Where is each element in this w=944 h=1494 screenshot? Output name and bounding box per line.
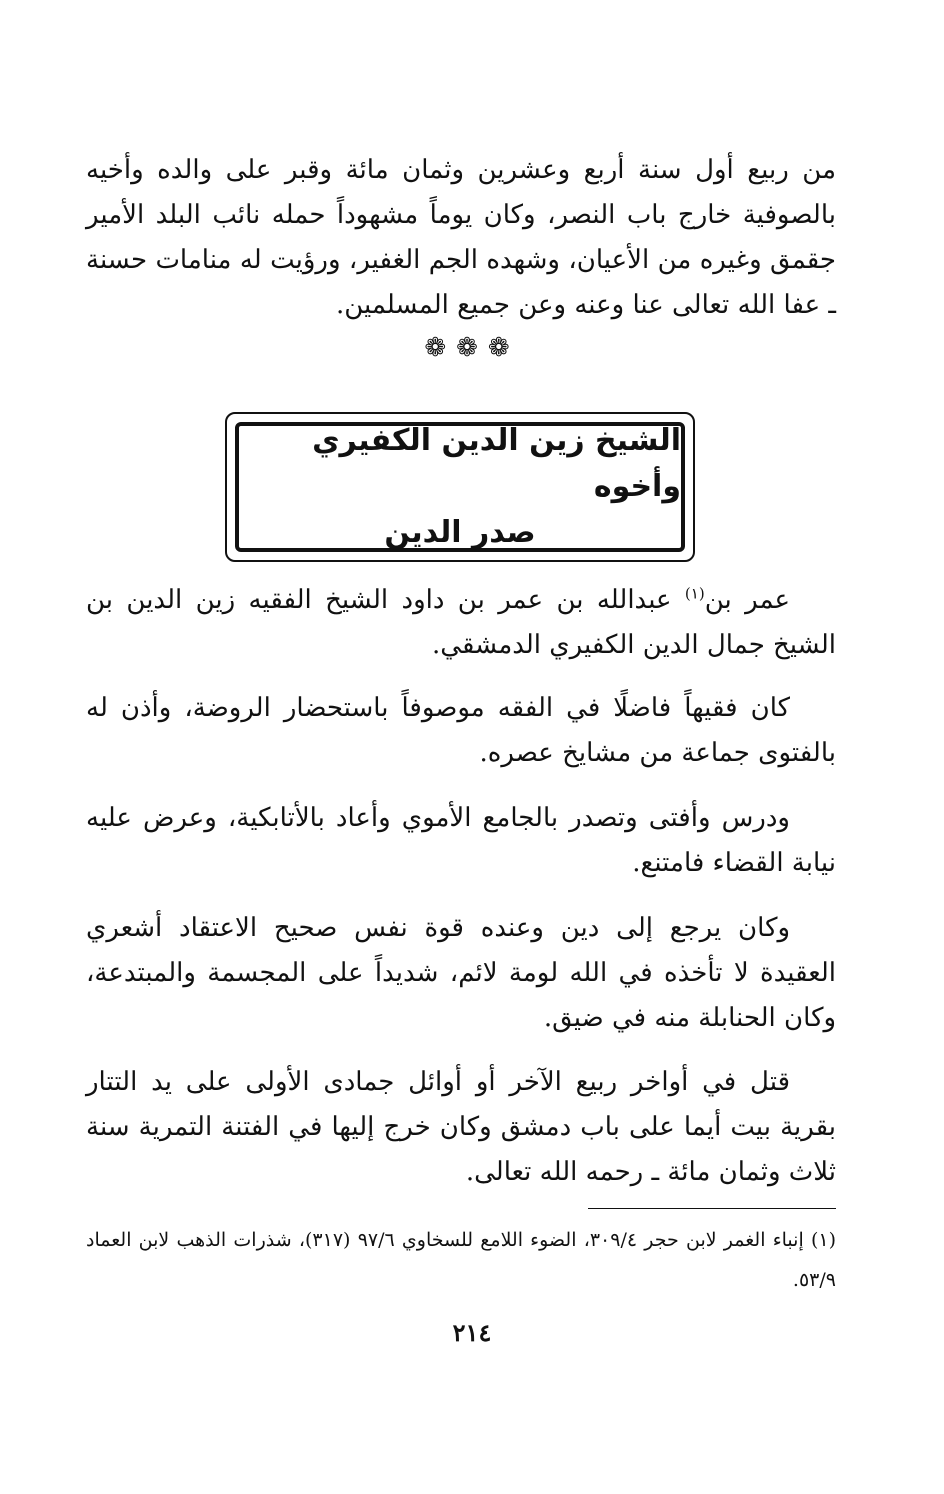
- section-separator: ❁❁❁: [424, 333, 520, 363]
- paragraph-lineage: [86, 578, 836, 668]
- paragraph-teaching: ودرس وأفتى وتصدر بالجامع الأموي وأعاد بالأتابكية، وعرض عليه نيابة القضاء فامتنع.: [86, 803, 836, 878]
- paragraph-character: وكان يرجع إلى دين وعنده قوة نفس صحيح الاعتقاد أشعري العقيدة لا تأخذه في الله لومة لائم، شديداً على المجسمة والمبتدعة، وكان الحنابلة منه في ضيق.: [86, 913, 836, 1033]
- footnote-reference: (١): [684, 584, 705, 603]
- paragraph-death: قتل في أواخر ربيع الآخر أو أوائل جمادى الأولى على يد التتار بقرية بيت أيما على باب دمشق وكان خرج إليها في الفتنة التمرية سنة ثلاث وثمان مائة ـ رحمه الله تعالى.: [86, 1067, 836, 1187]
- section-title-line-2: صدر الدين: [384, 515, 536, 550]
- footnote-text: (١) إنباء الغمر لابن حجر ٣٠٩/٤، الضوء اللامع للسخاوي ٩٧/٦ (٣١٧)، شذرات الذهب لابن العماد ٥٣/٩.: [86, 1229, 836, 1291]
- paragraph-scholarship: كان فقيهاً فاضلًا في الفقه موصوفاً باستحضار الروضة، وأذن له بالفتوى جماعة من مشايخ عصره.: [86, 693, 836, 768]
- paragraph-lineage-start: عمر بن: [704, 585, 790, 615]
- section-title-frame: [225, 412, 695, 562]
- paragraph-lineage-rest: عبدالله بن عمر بن داود الشيخ الفقيه زين الدين بن الشيخ جمال الدين الكفيري الدمشقي.: [86, 585, 836, 660]
- section-title-line-1: الشيخ زين الدين الكفيري وأخوه: [312, 423, 681, 504]
- footnote-divider: [588, 1208, 836, 1209]
- intro-paragraph: من ربيع أول سنة أربع وعشرين وثمان مائة وقبر على والده وأخيه بالصوفية خارج باب النصر، وكان يوماً مشهوداً حمله نائب البلد الأمير جقمق وغيره من الأعيان، وشهده الجم الغفير، ورؤيت له منامات حسنة ـ عفا الله تعالى عنا وعنه وعن جميع المسلمين.: [86, 155, 836, 320]
- section-title-inner-frame: [235, 422, 685, 552]
- page-number: ٢١٤: [452, 1318, 492, 1347]
